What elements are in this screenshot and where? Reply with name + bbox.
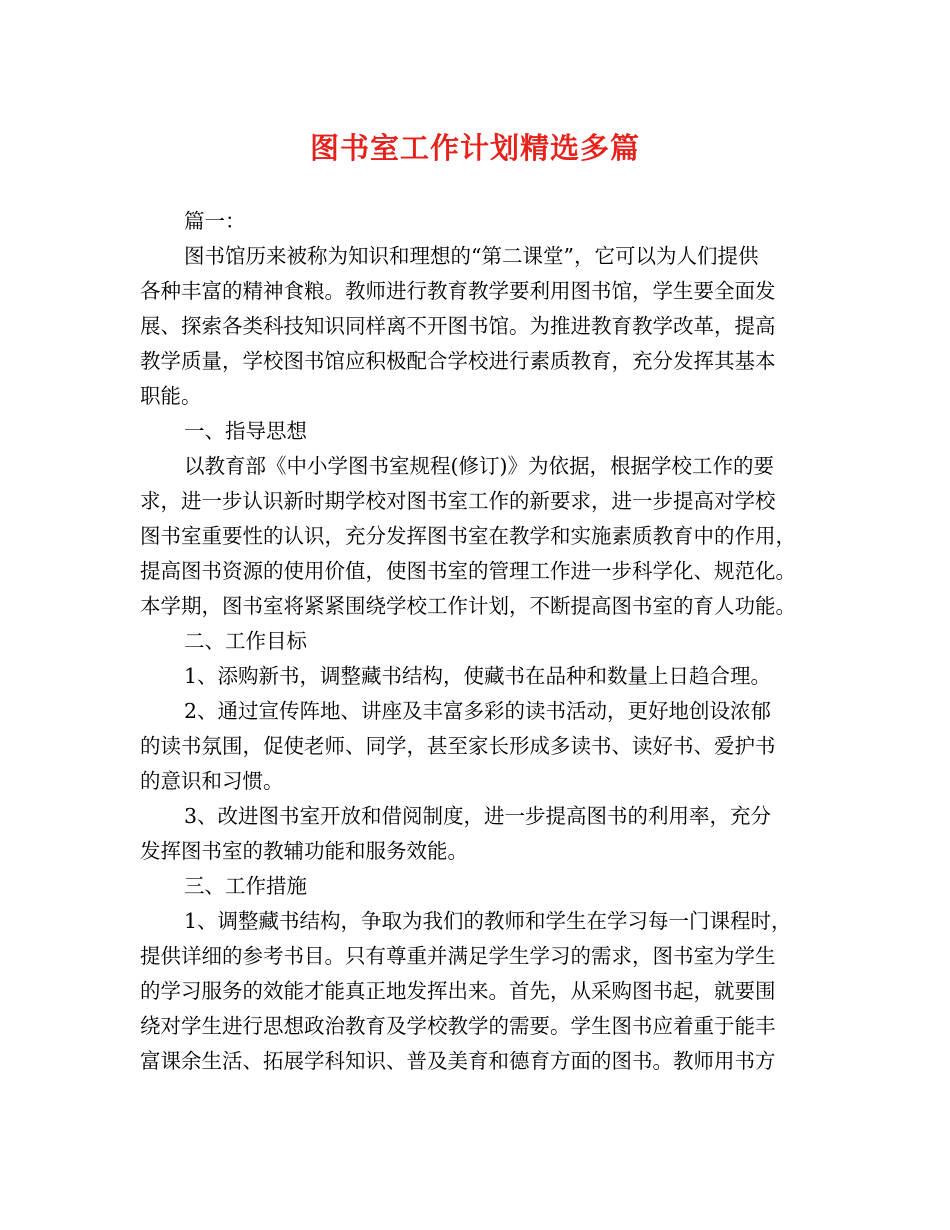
text-line: 二、工作目标 [184, 629, 307, 653]
text-line: 一、指导思想 [184, 419, 307, 443]
text-line: 1、添购新书，调整藏书结构，使藏书在品种和数量上日趋合理。 [184, 664, 772, 688]
text-line: 求，进一步认识新时期学校对图书室工作的新要求，进一步提高对学校 [140, 489, 776, 513]
text-line: 各种丰富的精神食粮。教师进行教育教学要利用图书馆，学生要全面发 [140, 279, 776, 303]
text-line: 提供详细的参考书目。只有尊重并满足学生学习的需求，图书室为学生 [140, 944, 776, 968]
text-line: 3、改进图书室开放和借阅制度，进一步提高图书的利用率，充分 [184, 804, 772, 828]
document-title: 图书室工作计划精选多篇 [309, 131, 640, 165]
text-line: 展、探索各类科技知识同样离不开图书馆。为推进教育教学改革，提高 [140, 314, 776, 338]
text-line: 绕对学生进行思想政治教育及学校教学的需要。学生图书应着重于能丰 [140, 1014, 776, 1038]
text-line: 2、通过宣传阵地、讲座及丰富多彩的读书活动，更好地创设浓郁 [184, 699, 772, 723]
text-line: 发挥图书室的教辅功能和服务效能。 [140, 839, 468, 863]
text-line: 以教育部《中小学图书室规程(修订)》为依据，根据学校工作的要 [184, 454, 774, 478]
text-line: 本学期，图书室将紧紧围绕学校工作计划，不断提高图书室的育人功能。 [140, 594, 796, 618]
text-line: 教学质量，学校图书馆应积极配合学校进行素质教育，充分发挥其基本 [140, 349, 776, 373]
text-line: 的学习服务的效能才能真正地发挥出来。首先，从采购图书起，就要围 [140, 979, 776, 1003]
text-line: 的读书氛围，促使老师、同学，甚至家长形成多读书、读好书、爱护书 [140, 734, 776, 758]
document-body [140, 204, 830, 1079]
text-line: 提高图书资源的使用价值，使图书室的管理工作进一步科学化、规范化。 [140, 559, 796, 583]
text-line: 富课余生活、拓展学科知识、普及美育和德育方面的图书。教师用书方 [140, 1049, 776, 1073]
text-line: 的意识和习惯。 [140, 769, 284, 793]
text-line: 篇一： [184, 209, 246, 233]
text-line: 职能。 [140, 384, 202, 408]
text-line: 图书室重要性的认识，充分发挥图书室在教学和实施素质教育中的作用， [140, 524, 796, 548]
text-line: 三、工作措施 [184, 874, 307, 898]
text-line: 1、调整藏书结构，争取为我们的教师和学生在学习每一门课程时， [184, 909, 792, 933]
text-line: 图书馆历来被称为知识和理想的“第二课堂”，它可以为人们提供 [184, 244, 759, 268]
